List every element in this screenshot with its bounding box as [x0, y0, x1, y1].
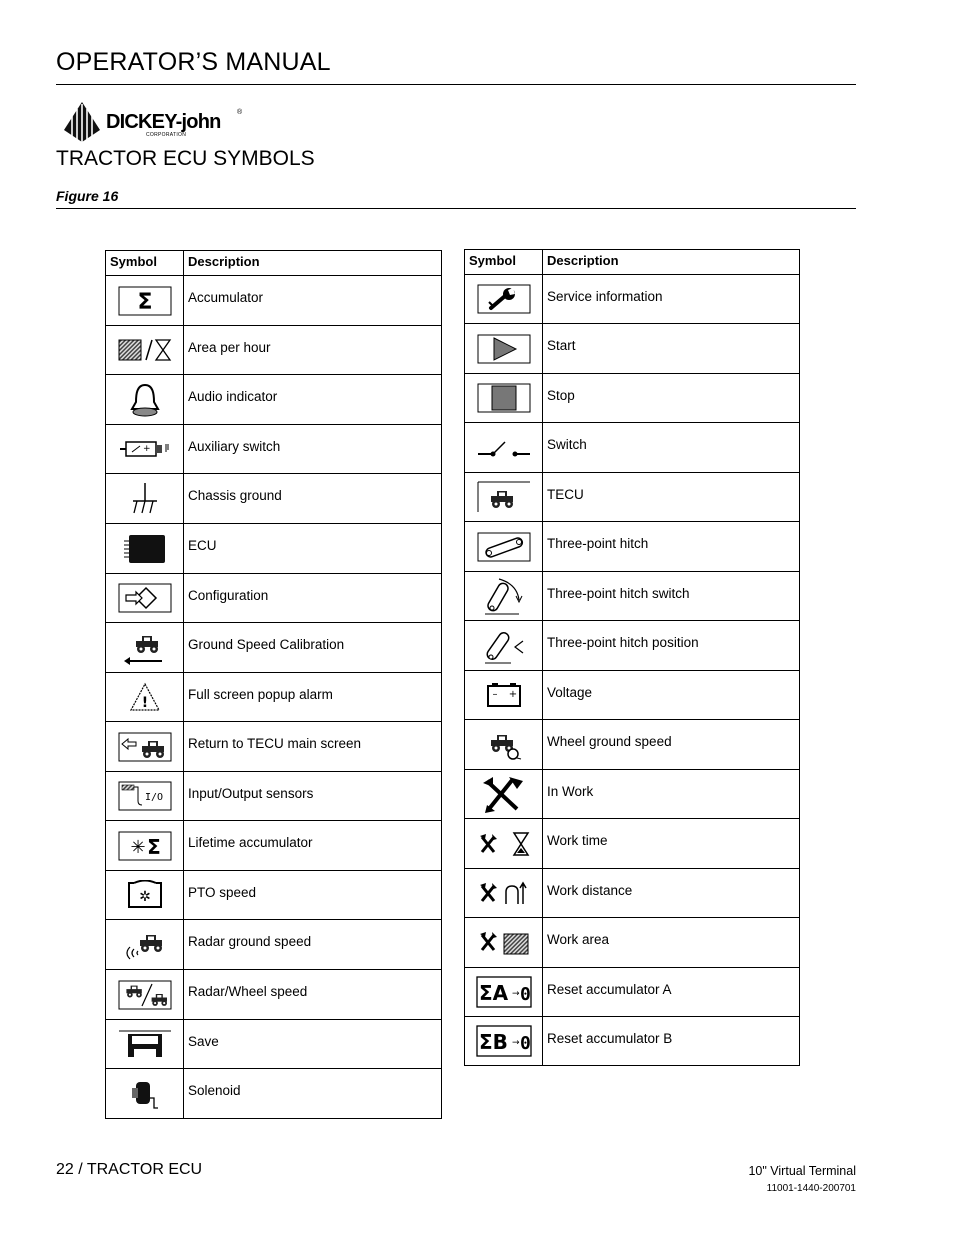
svg-text:0: 0	[519, 984, 531, 1005]
stop-icon	[465, 374, 543, 423]
row-description: Input/Output sensors	[184, 772, 442, 821]
svg-text:→: →	[511, 1038, 520, 1048]
right-symbol-table	[464, 249, 800, 1066]
footer-page-label: 22 / TRACTOR ECU	[56, 1161, 203, 1178]
auxiliary-switch-icon	[106, 425, 184, 474]
bell-icon	[106, 375, 184, 425]
row-description: Voltage	[543, 671, 800, 720]
row-description: Area per hour	[184, 326, 442, 375]
row-description: Solenoid	[184, 1069, 442, 1119]
logo-registered: ®	[237, 109, 243, 116]
svg-text:Σ: Σ	[146, 834, 161, 859]
row-description: Configuration	[184, 574, 442, 623]
tractor-icon	[465, 473, 543, 522]
table-row	[465, 1017, 800, 1066]
row-description: Radar/Wheel speed	[184, 970, 442, 1020]
column-header-symbol: Symbol	[106, 251, 184, 276]
table-row	[106, 772, 442, 821]
tools-area-icon	[465, 918, 543, 968]
table-row	[106, 276, 442, 326]
row-description: Stop	[543, 374, 800, 423]
section-title: TRACTOR ECU SYMBOLS	[56, 147, 315, 170]
battery-icon	[465, 671, 543, 720]
table-row	[106, 970, 442, 1020]
area-per-hour-icon	[106, 326, 184, 375]
dickey-john-logo	[62, 100, 252, 146]
row-description: Wheel ground speed	[543, 720, 800, 770]
wheel-tractor-icon	[465, 720, 543, 770]
pto-icon	[106, 871, 184, 920]
table-row	[465, 720, 800, 770]
figure-label: Figure 16	[56, 188, 119, 204]
table-row	[465, 572, 800, 621]
table-row	[106, 1020, 442, 1069]
sigma-icon	[106, 276, 184, 326]
hitch-icon	[465, 522, 543, 572]
table-row	[106, 425, 442, 474]
row-description: Work time	[543, 819, 800, 869]
table-row	[465, 275, 800, 324]
logo-subtitle: CORPORATION	[146, 132, 187, 138]
row-description: Accumulator	[184, 276, 442, 326]
row-description: Ground Speed Calibration	[184, 623, 442, 673]
return-tractor-icon	[106, 722, 184, 772]
svg-text:+: +	[142, 444, 151, 454]
svg-text:+: +	[508, 689, 517, 700]
reset-a-icon	[465, 968, 543, 1017]
manual-title: OPERATOR’S MANUAL	[56, 48, 331, 76]
svg-text:I/O: I/O	[144, 792, 163, 803]
row-description: Start	[543, 324, 800, 374]
io-sensor-icon	[106, 772, 184, 821]
footer-product: 10" Virtual Terminal	[748, 1164, 856, 1178]
hitch-switch-icon	[465, 572, 543, 621]
table-row	[465, 374, 800, 423]
svg-text:!: !	[141, 695, 148, 711]
row-description: Save	[184, 1020, 442, 1069]
tools-hourglass-icon	[465, 819, 543, 869]
row-description: Reset accumulator B	[543, 1017, 800, 1066]
table-row	[106, 722, 442, 772]
table-row	[465, 621, 800, 671]
row-description: In Work	[543, 770, 800, 819]
svg-text:0: 0	[519, 1033, 531, 1054]
row-description: Switch	[543, 423, 800, 473]
logo-emblem-icon	[62, 100, 102, 144]
row-description: Chassis ground	[184, 474, 442, 524]
table-row	[465, 869, 800, 918]
svg-text:✲: ✲	[138, 889, 151, 905]
left-symbol-table	[105, 250, 442, 1119]
ground-icon	[106, 474, 184, 524]
row-description: ECU	[184, 524, 442, 574]
table-row	[106, 326, 442, 375]
reset-b-icon	[465, 1017, 543, 1066]
save-icon	[106, 1020, 184, 1069]
row-description: Work area	[543, 918, 800, 968]
table-row	[106, 673, 442, 722]
row-description: Reset accumulator A	[543, 968, 800, 1017]
play-icon	[465, 324, 543, 374]
hitch-position-icon	[465, 621, 543, 671]
row-description: Three-point hitch position	[543, 621, 800, 671]
table-row	[106, 1069, 442, 1119]
row-description: Full screen popup alarm	[184, 673, 442, 722]
row-description: Three-point hitch switch	[543, 572, 800, 621]
table-header-row	[106, 251, 442, 276]
table-row	[106, 574, 442, 623]
table-header-row	[465, 250, 800, 275]
wrench-icon	[465, 275, 543, 324]
table-row	[465, 918, 800, 968]
logo-wordmark: DICKEY-john	[106, 111, 221, 133]
ecu-chip-icon	[106, 524, 184, 574]
column-header-description: Description	[184, 251, 442, 276]
svg-text:→: →	[511, 989, 520, 999]
table-row	[106, 375, 442, 425]
table-row	[106, 821, 442, 871]
header-rule	[56, 84, 856, 85]
radar-tractor-icon	[106, 920, 184, 970]
svg-text:ΣB: ΣB	[478, 1030, 508, 1054]
row-description: Work distance	[543, 869, 800, 918]
table-row	[106, 623, 442, 673]
configuration-icon	[106, 574, 184, 623]
row-description: TECU	[543, 473, 800, 522]
table-row	[106, 524, 442, 574]
table-row	[465, 968, 800, 1017]
table-row	[106, 920, 442, 970]
table-row	[465, 522, 800, 572]
table-row	[465, 324, 800, 374]
tractor-arrow-icon	[106, 623, 184, 673]
table-row	[465, 770, 800, 819]
switch-icon	[465, 423, 543, 473]
table-row	[465, 423, 800, 473]
table-row	[106, 474, 442, 524]
table-row	[465, 819, 800, 869]
row-description: Return to TECU main screen	[184, 722, 442, 772]
row-description: Radar ground speed	[184, 920, 442, 970]
row-description: Lifetime accumulator	[184, 821, 442, 871]
row-description: PTO speed	[184, 871, 442, 920]
row-description: Three-point hitch	[543, 522, 800, 572]
solenoid-icon	[106, 1069, 184, 1119]
figure-rule	[56, 208, 856, 209]
footer-part-number: 11001-1440-200701	[766, 1183, 856, 1194]
tools-distance-icon	[465, 869, 543, 918]
column-header-description: Description	[543, 250, 800, 275]
warning-triangle-icon	[106, 673, 184, 722]
row-description: Audio indicator	[184, 375, 442, 425]
table-row	[465, 671, 800, 720]
row-description: Service information	[543, 275, 800, 324]
tools-icon	[465, 770, 543, 819]
svg-text:Σ: Σ	[136, 289, 153, 315]
svg-text:ΣA: ΣA	[478, 981, 508, 1005]
row-description: Auxiliary switch	[184, 425, 442, 474]
table-row	[465, 473, 800, 522]
column-header-symbol: Symbol	[465, 250, 543, 275]
svg-text:✳: ✳	[129, 836, 146, 858]
svg-text:–: –	[492, 689, 497, 700]
table-row	[106, 871, 442, 920]
radar-wheel-icon	[106, 970, 184, 1020]
lifetime-sigma-icon	[106, 821, 184, 871]
